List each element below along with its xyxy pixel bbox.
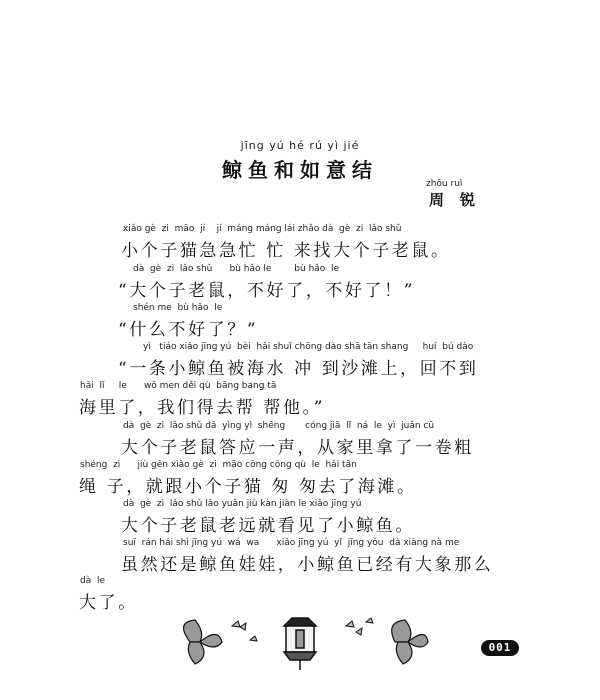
line-pinyin: dà le (80, 576, 105, 586)
small-butterfly-icon (232, 621, 257, 641)
line-pinyin: yì tiáo xiǎo jīng yú bèi hǎi shuǐ chōng dào shā tān shang huí bú dào (143, 342, 474, 352)
line-pinyin: shéng zi jiù gēn xiǎo gè zi māo cōng cōng qù le hǎi tān (80, 460, 357, 470)
page-number: 001 (481, 640, 519, 656)
line-pinyin: dà gè zi lǎo shǔ lǎo yuǎn jiù kàn jiàn le xiǎo jīng yú (123, 499, 362, 509)
butterfly-icon (184, 620, 222, 664)
line-pinyin: suī rán hái shì jīng yú wá wa xiǎo jīng yú yǐ jīng yǒu dà xiàng nà me (123, 538, 460, 548)
footer-illustration (170, 612, 430, 672)
lantern-icon (284, 618, 316, 670)
author-pinyin: zhōu ruì (426, 179, 463, 189)
line-hanzi: “大个子老鼠，不好了，不好了！” (118, 281, 415, 301)
line-hanzi: 绳 子，就跟小个子猫 匆 匆去了海滩。 (79, 477, 417, 497)
title: 鲸鱼和如意结 (222, 158, 378, 182)
line-pinyin: hǎi lǐ le wǒ men děi qù bāng bang tā (80, 381, 277, 391)
line-hanzi: 大个子老鼠答应一声，从家里拿了一卷粗 (121, 438, 474, 458)
author: 周锐 (429, 191, 492, 209)
line-pinyin: xiǎo gè zi māo jí jí máng máng lái zhǎo dà gè zi lǎo shǔ (123, 224, 402, 234)
line-hanzi: 虽然还是鲸鱼娃娃，小鲸鱼已经有大象那么 (121, 555, 494, 575)
butterfly-icon (392, 620, 428, 664)
line-hanzi: 小个子猫急急忙 忙 来找大个子老鼠。 (121, 241, 451, 261)
line-pinyin: dà gè zi lǎo shǔ dā yìng yì shēng cóng jiā lǐ ná le yì juǎn cū (123, 421, 435, 431)
title-pinyin: jīng yú hé rú yì jié (240, 139, 360, 152)
line-hanzi: 海里了，我们得去帮 帮他。” (79, 398, 325, 418)
small-butterfly-icon (346, 618, 373, 635)
line-hanzi: 大个子老鼠老远就看见了小鲸鱼。 (121, 516, 415, 536)
line-pinyin: dà gè zi lǎo shǔ bù hǎo le bù hǎo le (133, 264, 340, 274)
line-hanzi: “一条小鲸鱼被海水 冲 到沙滩上，回不到 (118, 359, 479, 379)
line-pinyin: shén me bù hǎo le (133, 303, 223, 313)
line-hanzi: 大了。 (79, 593, 138, 613)
line-hanzi: “什么不好了？” (118, 320, 259, 340)
